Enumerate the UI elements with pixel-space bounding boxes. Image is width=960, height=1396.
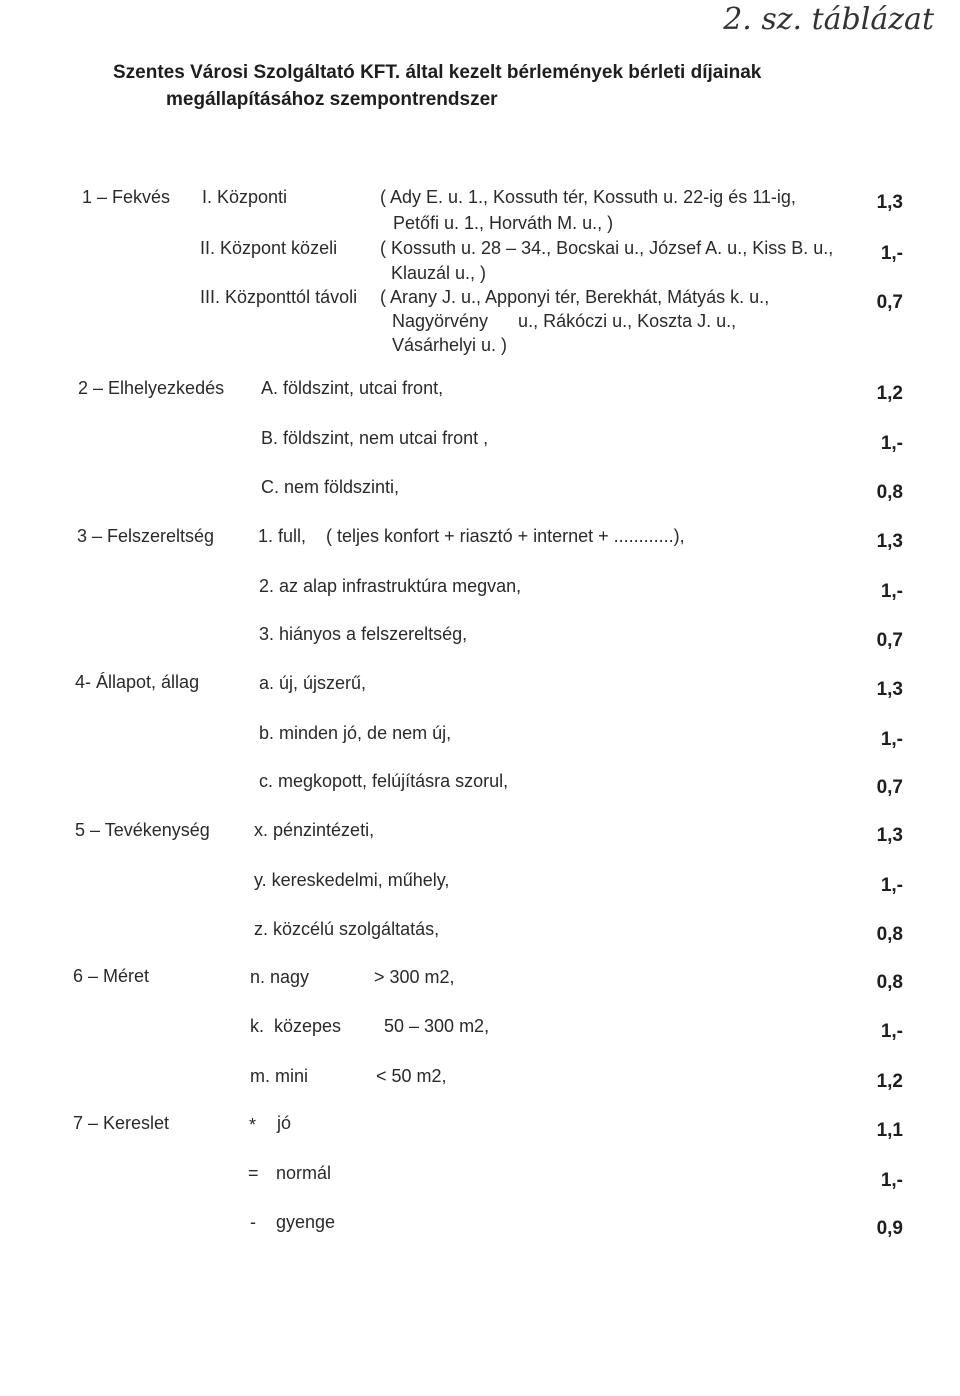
tevekenyseg-label-y: y. kereskedelmi, műhely, xyxy=(254,870,450,890)
meret-value-k: 1,- xyxy=(880,1021,903,1042)
fekves-value-1: 1,3 xyxy=(876,192,903,213)
felszereltseg-value-1: 1,3 xyxy=(876,531,903,552)
handwritten-note: 2. sz. táblázat xyxy=(723,2,934,37)
meret-label-k: k. közepes xyxy=(250,1016,342,1036)
meret-label-n: n. nagy xyxy=(250,967,310,987)
allapot-label-a: a. új, újszerű, xyxy=(259,673,367,693)
fekves-desc-3a: ( Arany J. u., Apponyi tér, Berekhát, Mátyás k. u., xyxy=(380,287,770,307)
kereslet-label-1: jó xyxy=(277,1113,292,1133)
meret-size-n: > 300 m2, xyxy=(374,967,455,987)
fekves-value-2: 1,- xyxy=(880,243,903,264)
tevekenyseg-value-y: 1,- xyxy=(880,875,903,896)
meret-value-m: 1,2 xyxy=(876,1071,903,1092)
meret-size-k: 50 – 300 m2, xyxy=(384,1016,490,1036)
title-line-2: megállapításához szempontrendszer xyxy=(166,89,498,110)
elhelyezkedes-label-b: B. földszint, nem utcai front , xyxy=(261,428,489,448)
fekves-desc-3c: Vásárhelyi u. ) xyxy=(392,335,508,355)
elhelyezkedes-label-c: C. nem földszinti, xyxy=(261,477,400,497)
category-meret: 6 – Méret xyxy=(73,966,150,986)
allapot-value-c: 0,7 xyxy=(876,777,903,798)
kereslet-value-1: 1,1 xyxy=(876,1120,903,1141)
category-allapot: 4- Állapot, állag xyxy=(75,672,200,692)
tevekenyseg-value-z: 0,8 xyxy=(876,924,903,945)
kereslet-symbol-1: * xyxy=(249,1115,257,1135)
elhelyezkedes-value-a: 1,2 xyxy=(876,383,903,404)
tevekenyseg-label-z: z. közcélú szolgáltatás, xyxy=(254,919,440,939)
tevekenyseg-label-x: x. pénzintézeti, xyxy=(254,820,375,840)
allapot-label-c: c. megkopott, felújításra szorul, xyxy=(259,771,509,791)
fekves-label-2: II. Központ közeli xyxy=(200,238,338,258)
kereslet-value-2: 1,- xyxy=(880,1170,903,1191)
fekves-desc-1a: ( Ady E. u. 1., Kossuth tér, Kossuth u. 22-ig és 11-ig, xyxy=(380,187,796,207)
allapot-value-b: 1,- xyxy=(880,729,903,750)
felszereltseg-label-3: 3. hiányos a felszereltség, xyxy=(259,624,468,644)
elhelyezkedes-value-c: 0,8 xyxy=(876,482,903,503)
title-line-1: Szentes Városi Szolgáltató KFT. által kezelt bérlemények bérleti díjainak xyxy=(113,62,762,83)
kereslet-symbol-3: - xyxy=(250,1212,256,1232)
category-felszereltseg: 3 – Felszereltség xyxy=(77,526,215,546)
allapot-value-a: 1,3 xyxy=(876,679,903,700)
kereslet-label-2: normál xyxy=(276,1163,332,1183)
elhelyezkedes-label-a: A. földszint, utcai front, xyxy=(261,378,444,398)
fekves-desc-1b: Petőfi u. 1., Horváth M. u., ) xyxy=(393,213,614,233)
fekves-value-3: 0,7 xyxy=(876,292,903,313)
fekves-desc-2b: Klauzál u., ) xyxy=(391,263,487,283)
category-elhelyezkedes: 2 – Elhelyezkedés xyxy=(78,378,225,398)
fekves-label-1: I. Központi xyxy=(202,187,288,207)
category-kereslet: 7 – Kereslet xyxy=(73,1113,170,1133)
fekves-desc-2a: ( Kossuth u. 28 – 34., Bocskai u., József A. u., Kiss B. u., xyxy=(380,238,834,258)
meret-label-m: m. mini xyxy=(250,1066,308,1086)
tevekenyseg-value-x: 1,3 xyxy=(876,825,903,846)
kereslet-value-3: 0,9 xyxy=(876,1218,903,1239)
felszereltseg-label-2: 2. az alap infrastruktúra megvan, xyxy=(259,576,522,596)
felszereltseg-label-1: 1. full, ( teljes konfort + riasztó + internet + ............), xyxy=(258,526,685,546)
felszereltseg-value-3: 0,7 xyxy=(876,630,903,651)
kereslet-symbol-2: = xyxy=(248,1163,259,1183)
felszereltseg-value-2: 1,- xyxy=(880,581,903,602)
elhelyezkedes-value-b: 1,- xyxy=(880,433,903,454)
meret-size-m: < 50 m2, xyxy=(376,1066,447,1086)
category-fekves: 1 – Fekvés xyxy=(82,187,171,207)
meret-value-n: 0,8 xyxy=(876,972,903,993)
fekves-desc-3b: Nagyörvény u., Rákóczi u., Koszta J. u., xyxy=(392,311,737,331)
category-tevekenyseg: 5 – Tevékenység xyxy=(75,820,210,840)
kereslet-label-3: gyenge xyxy=(276,1212,336,1232)
allapot-label-b: b. minden jó, de nem új, xyxy=(259,723,452,743)
fekves-label-3: III. Központtól távoli xyxy=(200,287,358,307)
